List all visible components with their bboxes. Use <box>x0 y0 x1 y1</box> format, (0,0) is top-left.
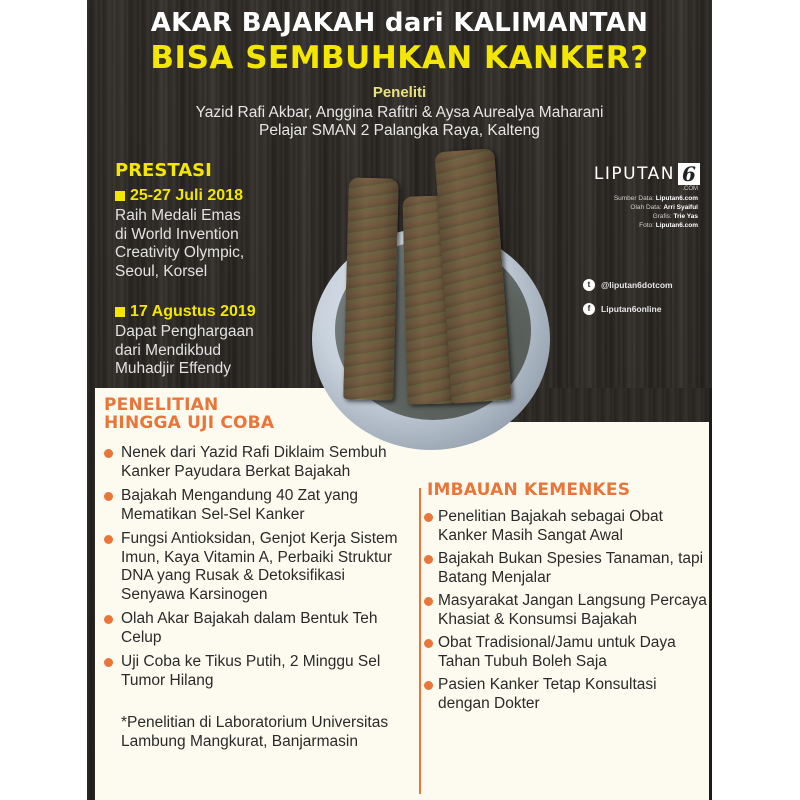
researchers-names: Yazid Rafi Akbar, Anggina Rafitri & Aysa Aurealya Maharani <box>195 104 604 121</box>
credit-line: Sumber Data: Liputan6.com <box>613 195 698 202</box>
bullet-icon <box>104 492 113 501</box>
title-line-1: AKAR BAJAKAH dari KALIMANTAN <box>150 8 649 38</box>
bullet-icon <box>104 535 113 544</box>
list-item: Pasien Kanker Tetap Konsultasi dengan Dokter <box>424 676 709 713</box>
square-bullet-icon <box>115 307 125 317</box>
list-item: Obat Tradisional/Jamu untuk Daya Tahan Tubuh Boleh Saja <box>424 634 709 671</box>
bullet-icon <box>424 639 433 648</box>
credit-line: Foto: Liputan6.com <box>639 222 698 229</box>
penelitian-list <box>102 444 402 696</box>
bullet-icon <box>424 597 433 606</box>
liputan6-logo: LIPUTAN 6 <box>570 163 700 185</box>
researchers-school: Pelajar SMAN 2 Palangka Raya, Kalteng <box>259 122 540 139</box>
bullet-icon <box>104 658 113 667</box>
credit-line: Grafis: Trie Yas <box>652 213 698 220</box>
award-item <box>115 187 315 281</box>
brand-block <box>570 163 700 230</box>
square-bullet-icon <box>115 191 125 201</box>
bullet-icon <box>424 555 433 564</box>
title-line-2: BISA SEMBUHKAN KANKER? <box>150 40 649 76</box>
panel-right-border <box>709 388 712 800</box>
bullet-icon <box>424 513 433 522</box>
researchers-label: Peneliti <box>372 84 427 101</box>
list-item: Olah Akar Bajakah dalam Bentuk Teh Celup <box>102 610 402 647</box>
twitter-handle: @liputan6dotcom <box>601 280 673 290</box>
award-item <box>115 303 315 379</box>
list-item: Bajakah Mengandung 40 Zat yang Mematikan Sel-Sel Kanker <box>102 487 402 524</box>
bullet-icon <box>424 681 433 690</box>
award-description: Raih Medali Emas di World Invention Creativity Olympic, Seoul, Korsel <box>115 207 245 280</box>
imbauan-title: IMBAUAN KEMENKES <box>427 480 631 500</box>
list-item: Penelitian Bajakah sebagai Obat Kanker Masih Sangat Awal <box>424 508 709 545</box>
list-item: Fungsi Antioksidan, Genjot Kerja Sistem Imun, Kaya Vitamin A, Perbaiki Struktur DNA yang Rusak & Detoksifikasi Senyawa Karsinogen <box>102 530 402 604</box>
credits <box>570 194 700 230</box>
prestasi-title: PRESTASI <box>115 160 212 181</box>
credit-line: Olah Data: Arri Syaiful <box>630 204 698 211</box>
list-item: Uji Coba ke Tikus Putih, 2 Minggu Sel Tumor Hilang <box>102 653 402 690</box>
facebook-icon: f <box>583 303 595 315</box>
infographic-poster <box>87 0 712 800</box>
social-twitter <box>583 279 673 291</box>
logo-number-box: 6 <box>678 163 700 185</box>
imbauan-list <box>424 508 709 718</box>
award-description: Dapat Penghargaan dari Mendikbud Muhadjir Effendy <box>115 323 254 377</box>
research-footnote: *Penelitian di Laboratorium Universitas Lambung Mangkurat, Banjarmasin <box>121 714 389 750</box>
social-facebook <box>583 303 661 315</box>
logo-suffix: .COM <box>682 186 698 192</box>
list-item: Bajakah Bukan Spesies Tanaman, tapi Batang Menjalar <box>424 550 709 587</box>
award-date: 25-27 Juli 2018 <box>115 187 315 205</box>
penelitian-title: PENELITIAN HINGGA UJI COBA <box>104 395 275 433</box>
list-item: Masyarakat Jangan Langsung Percaya Khasiat & Konsumsi Bajakah <box>424 592 709 629</box>
award-date: 17 Agustus 2019 <box>115 303 315 321</box>
facebook-handle: Liputan6online <box>601 304 662 314</box>
column-divider <box>419 488 421 794</box>
bajakah-root-image <box>343 177 399 400</box>
list-item: Nenek dari Yazid Rafi Diklaim Sembuh Kanker Payudara Berkat Bajakah <box>102 444 402 481</box>
bullet-icon <box>104 449 113 458</box>
twitter-icon: t <box>583 279 595 291</box>
bullet-icon <box>104 615 113 624</box>
